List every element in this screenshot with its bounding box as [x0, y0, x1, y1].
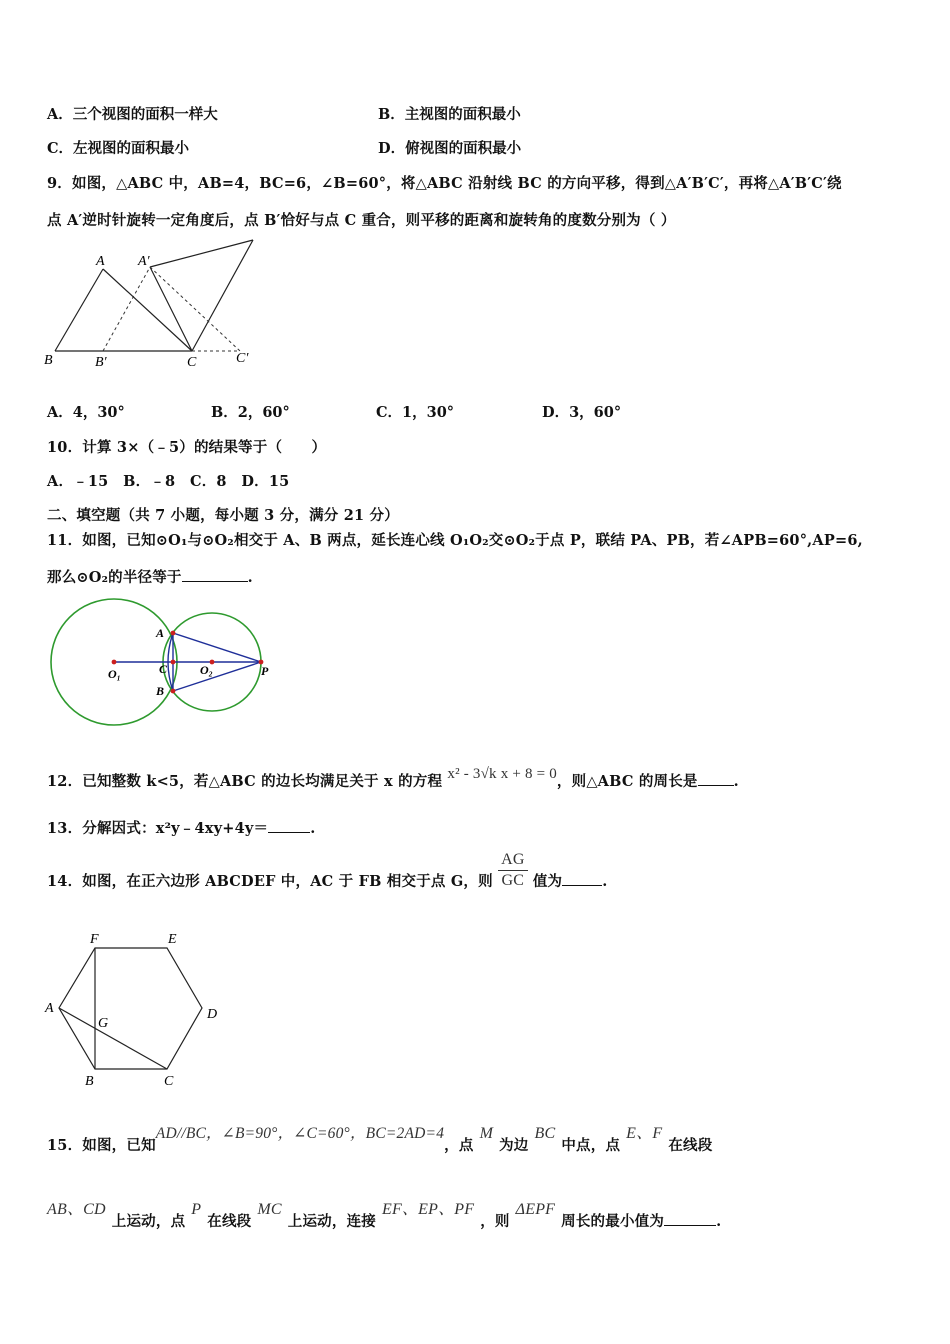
q12-prefix: 12．已知整数 k<5，若△ABC 的边长均满足关于 x 的方程	[47, 773, 443, 790]
q13-end: .	[310, 820, 316, 837]
q14-end: .	[602, 873, 608, 890]
q11-label-b: B	[156, 684, 165, 698]
q15-l2-abcd: AB、CD	[47, 1201, 106, 1218]
q11-label-p: P	[261, 664, 269, 678]
q10-options: A．﹣15 B．﹣8 C．8 D．15	[47, 473, 290, 490]
q11-circles-figure	[45, 595, 285, 735]
q9-label-b-prime: B′	[95, 355, 107, 370]
q12-answer-blank	[698, 773, 734, 786]
q15-l1-b: ，点	[444, 1137, 474, 1154]
q15-l2-d: ，则	[480, 1213, 510, 1230]
q12-end: .	[733, 773, 739, 790]
section-heading-fill-blank: 二、填空题（共 7 小题，每小题 3 分，满分 21 分）	[47, 507, 399, 524]
q9-option-b: B．2，60°	[211, 404, 290, 421]
q14-fraction-numerator: AG	[498, 850, 528, 871]
q9-triangle-figure	[40, 232, 270, 377]
q14-label-c: C	[164, 1074, 174, 1089]
q9-text-line1: 9．如图，△ABC 中，AB=4，BC=6，∠B=60°，将△ABC 沿射线 BC 的方向平移，得到△A′B′C′，再将△A′B′C′绕	[47, 175, 842, 192]
q9-label-a-prime: A′	[138, 254, 150, 269]
q12-text	[47, 766, 739, 791]
q14-fraction-denominator: GC	[501, 872, 525, 889]
q15-l1-math: AD//BC，∠B=90°，∠C=60°，BC=2AD=4	[155, 1125, 445, 1142]
q11-label-a: A	[156, 626, 165, 640]
q15-answer-blank	[664, 1213, 716, 1226]
q14-label-a: A	[45, 1001, 54, 1016]
q14-label-e: E	[168, 932, 177, 947]
q8-option-c: C．左视图的面积最小	[47, 140, 190, 157]
q11-label-c: C	[159, 662, 168, 676]
q13-text	[47, 817, 315, 838]
q15-l1-e: 在线段	[668, 1137, 713, 1154]
q12-equation: x² - 3√k x + 8 = 0	[447, 766, 557, 782]
q11-label-o2: O₂	[200, 663, 213, 677]
q14-prefix: 14．如图，在正六边形 ABCDEF 中，AC 于 FB 相交于点 G，则	[47, 873, 493, 890]
q8-option-d: D．俯视图的面积最小	[378, 140, 522, 157]
q15-l2-c: 上运动，连接	[287, 1213, 376, 1230]
q9-label-b: B	[44, 353, 53, 368]
q9-label-c: C	[187, 355, 197, 370]
q11-label-o1: O₁	[108, 667, 121, 681]
q15-l2-segs: EF、EP、PF	[381, 1201, 475, 1218]
q15-l2-a: 上运动，点	[111, 1213, 186, 1230]
q9-label-a: A	[96, 254, 105, 269]
q15-l1-c: 为边	[499, 1137, 529, 1154]
q14-fraction	[498, 850, 528, 891]
q12-suffix: ，则△ABC 的周长是	[556, 773, 698, 790]
q9-option-d: D．3，60°	[542, 404, 622, 421]
q15-l2-end: .	[716, 1213, 722, 1230]
q8-option-a: A．三个视图的面积一样大	[47, 106, 218, 123]
q9-option-c: C．1，30°	[376, 404, 455, 421]
q14-label-f: F	[90, 932, 99, 947]
q13-prefix: 13．分解因式：x²y﹣4xy+4y＝	[47, 820, 269, 837]
q15-l1-d: 中点，点	[561, 1137, 621, 1154]
q15-l1-a: 15．如图，已知	[47, 1137, 156, 1154]
q15-l1-bc: BC	[534, 1125, 556, 1142]
q14-answer-blank	[562, 873, 602, 886]
q13-answer-blank	[268, 820, 310, 833]
q14-suffix: 值为	[532, 873, 563, 890]
q15-l2-e: 周长的最小值为	[561, 1213, 665, 1230]
q9-option-a: A．4，30°	[47, 404, 125, 421]
q15-text-line1	[47, 1120, 713, 1154]
q9-label-c-prime: C′	[236, 351, 249, 366]
q11-answer-blank	[182, 569, 248, 582]
q11-line2-end: .	[247, 569, 253, 586]
q14-label-d: D	[207, 1007, 218, 1022]
q14-label-b: B	[85, 1074, 94, 1089]
q11-text-line1: 11．如图，已知⊙O₁与⊙O₂相交于 A、B 两点，延长连心线 O₁O₂交⊙O₂于点 P，联结 PA、PB，若∠APB=60°,AP=6,	[47, 532, 863, 549]
q14-text	[47, 850, 608, 891]
q14-hexagon-figure	[40, 928, 240, 1093]
q9-text-line2: 点 A′逆时针旋转一定角度后，点 B′恰好与点 C 重合，则平移的距离和旋转角的度数分别为（ ）	[47, 212, 676, 229]
q8-option-b: B．主视图的面积最小	[378, 106, 521, 123]
q14-suffix-wrap	[533, 870, 608, 891]
q11-text-line2	[47, 566, 253, 587]
q15-l2-tri: ΔEPF	[515, 1201, 556, 1218]
q15-l1-m: M	[479, 1125, 494, 1142]
q10-text: 10．计算 3×（﹣5）的结果等于（ ）	[47, 439, 327, 456]
q14-label-g: G	[98, 1016, 109, 1031]
q15-l1-ef: E、F	[626, 1125, 663, 1142]
q15-text-line2	[47, 1196, 722, 1230]
q11-line2-text: 那么⊙O₂的半径等于	[47, 569, 182, 586]
q15-l2-b: 在线段	[207, 1213, 252, 1230]
q15-l2-p: P	[191, 1201, 202, 1218]
q15-l2-mc: MC	[257, 1201, 282, 1218]
